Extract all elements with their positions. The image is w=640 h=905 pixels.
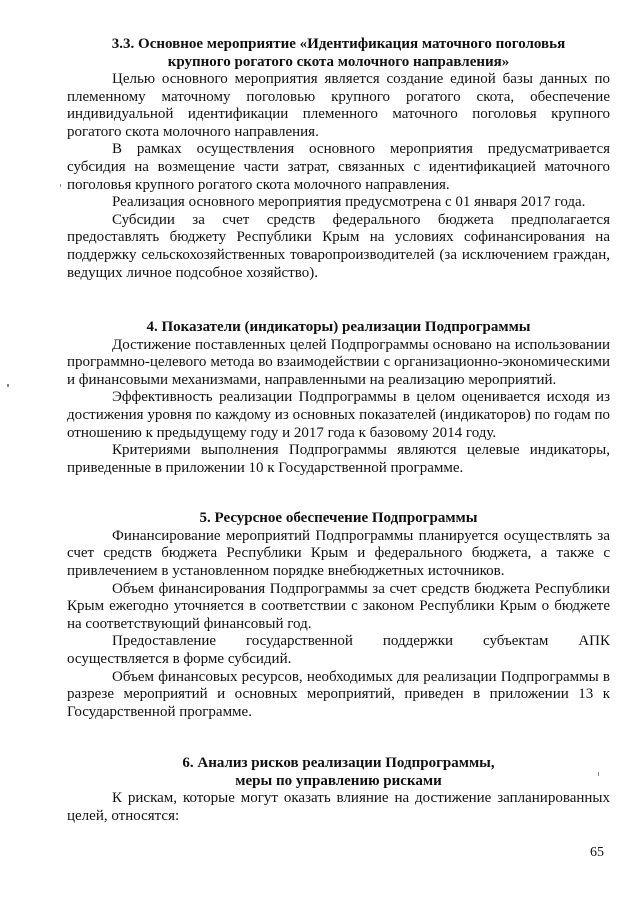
section-5-paragraph: Объем финансовых ресурсов, необходимых для реализации Подпрограммы в разрезе мероприятий и основных мероприятий, приведен в приложении 13 к Государственной программе. <box>67 668 610 720</box>
section-4-paragraph: Критериями выполнения Подпрограммы являются целевые индикаторы, приведенные в приложении 10 к Государственной программе. <box>67 442 610 476</box>
section-5-paragraph: Объем финансирования Подпрограммы за счет средств бюджета Республики Крым ежегодно уточняется в соответствии с законом Республики Крым о бюджете на соответствующий финансовый год. <box>67 580 610 632</box>
page-content <box>67 36 610 826</box>
section-3-3-paragraph: Реализация основного мероприятия предусмотрена с 01 января 2017 года. <box>112 194 586 211</box>
section-5-title: 5. Ресурсное обеспечение Подпрограммы <box>199 510 478 527</box>
section-5-paragraph: Предоставление государственной поддержки субъектам АПК осуществляется в форме субсидий. <box>67 633 610 668</box>
scan-mark <box>7 384 9 387</box>
section-4-title: 4. Показатели (индикаторы) реализации Подпрограммы <box>146 319 531 336</box>
section-3-3-paragraph: Целью основного мероприятия является создание единой базы данных по племенному маточному поголовью крупного рогатого скота, обеспечение индивидуальной идентификации племенного маточного поголовья крупного рогатого скота молочного направления. <box>67 71 610 140</box>
section-3-3-title <box>67 36 610 71</box>
section-3-3-title-line2: крупного рогатого скота молочного направления» <box>167 53 510 70</box>
section-5-paragraph: Финансирование мероприятий Подпрограммы планируется осуществлять за счет средств бюджета Республики Крым и федерального бюджета, а также с привлечением в установленном порядке внебюджетных источников. <box>67 527 610 580</box>
section-spacer <box>67 721 610 755</box>
section-spacer <box>67 282 610 319</box>
section-6-title-line2: меры по управлению рисками <box>235 772 442 789</box>
page-number: 65 <box>590 845 604 860</box>
section-spacer <box>67 477 610 510</box>
section-3-3-title-line1: 3.3. Основное мероприятие «Идентификация маточного поголовья <box>111 36 566 52</box>
section-6-title-line1: 6. Анализ рисков реализации Подпрограммы, <box>182 755 495 772</box>
section-3-3-paragraph: Субсидии за счет средств федерального бюджета предполагается предоставлять бюджету Республики Крым на условиях софинансирования на поддержку сельскохозяйственных товаропроизводителей (за исключением граждан, ведущих личное подсобное хозяйство). <box>67 211 610 281</box>
section-4-paragraph: Эффективность реализации Подпрограммы в целом оценивается исходя из достижения уровня по каждому из основных показателей (индикаторов) по годам по отношению к предыдущему году и 2017 года к базовому 2014 году. <box>67 389 610 441</box>
section-6-paragraph: К рискам, которые могут оказать влияние на достижение запланированных целей, относятся: <box>67 790 610 824</box>
scan-mark <box>60 184 61 187</box>
section-4-paragraph: Достижение поставленных целей Подпрограммы основано на использовании программно-целевого метода во взаимодействии с организационно-экономическими и финансовыми механизмами, направленными на реализацию мероприятий. <box>67 336 610 388</box>
section-3-3-paragraph: В рамках осуществления основного мероприятия предусматривается субсидия на возмещение части затрат, связанных с идентификацией маточного поголовья крупного рогатого скота молочного направления. <box>67 141 610 193</box>
section-6-title <box>67 755 610 790</box>
scan-mark <box>598 772 599 776</box>
